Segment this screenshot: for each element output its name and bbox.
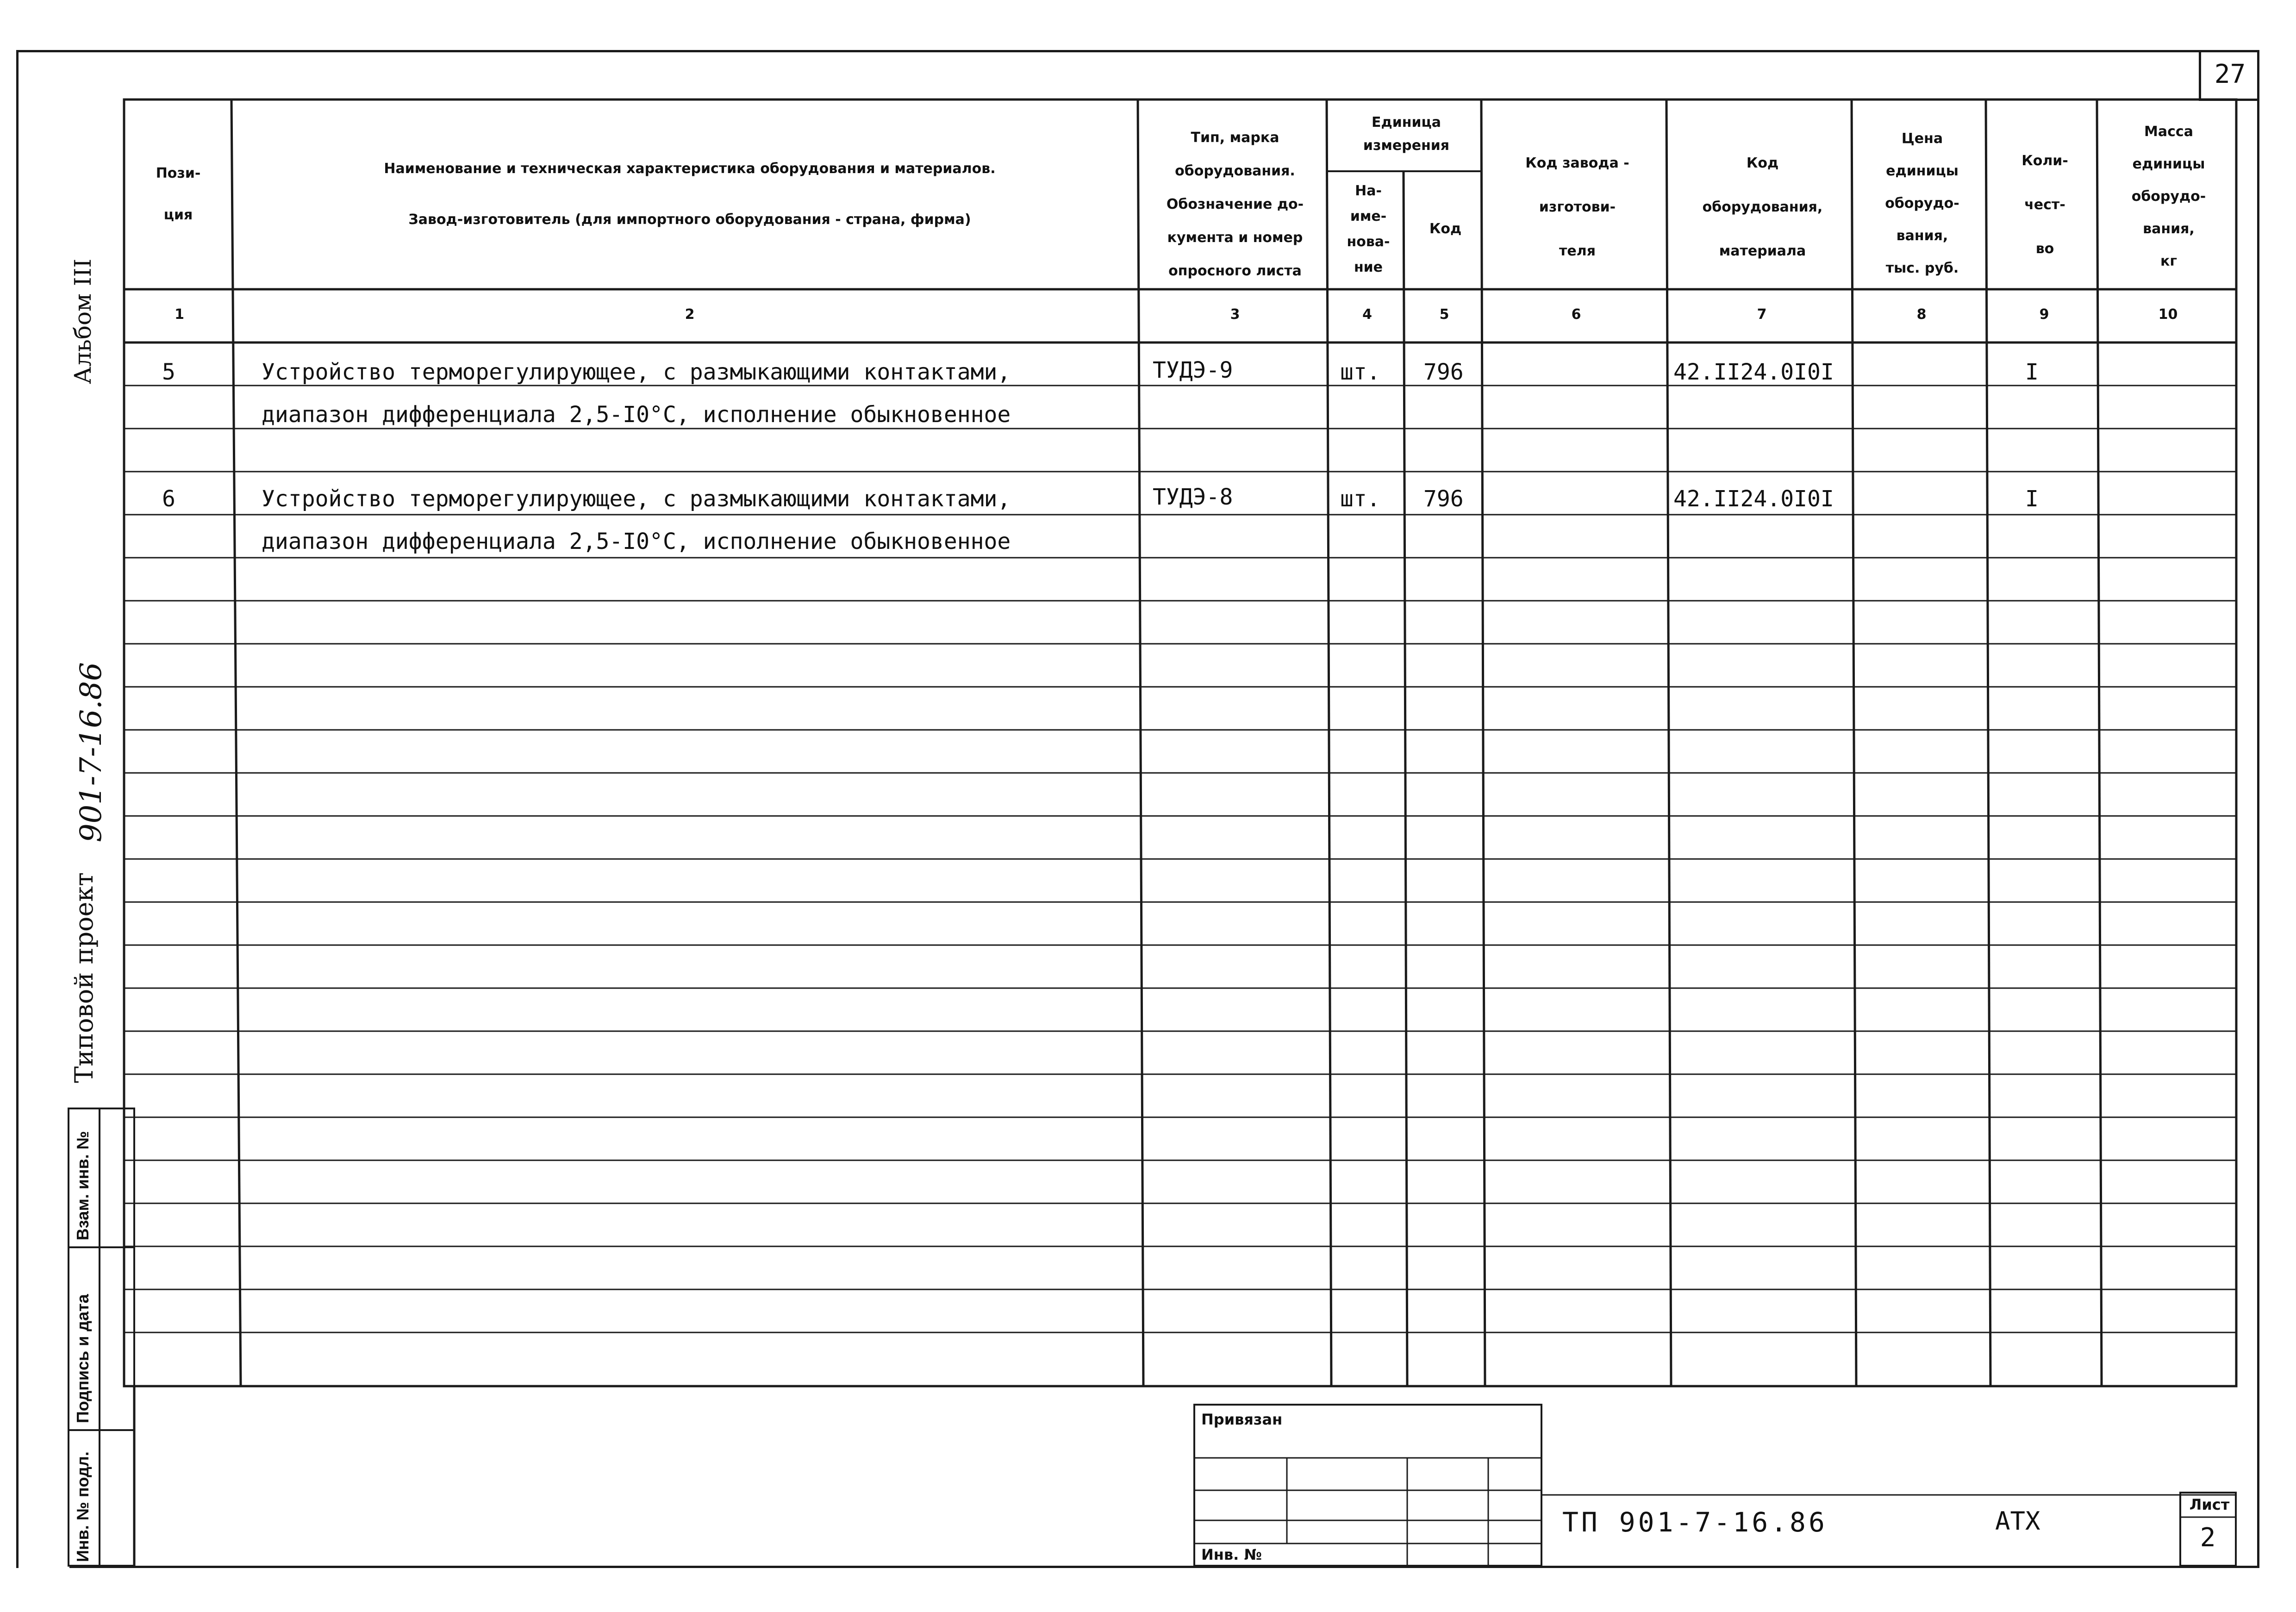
stamp-field-vzam: Взам. инв. №: [73, 1131, 92, 1240]
row-name-line2: диапазон дифференциала 2,5-I0°С, исполнение обыкновенное: [262, 402, 1011, 428]
header-col7-line: материала: [1719, 243, 1806, 259]
row-position: 5: [162, 359, 175, 385]
row-equipment-code: 42.II24.0I0I: [1673, 359, 1834, 385]
header-col10-line: единицы: [2132, 156, 2205, 172]
row-quantity: I: [2025, 486, 2039, 512]
header-col8-line: тыс. руб.: [1885, 260, 1959, 276]
header-unit: [1331, 111, 1481, 157]
header-col10: [2102, 116, 2236, 278]
header-col3-line: Тип, марка: [1191, 130, 1279, 146]
header-col7-line: оборудования,: [1702, 199, 1823, 215]
header-col1-line: ция: [163, 207, 193, 223]
header-col9-line: во: [2035, 241, 2054, 257]
header-col7: [1671, 141, 1854, 273]
header-col6-line: изготови-: [1539, 199, 1616, 215]
header-col2: [241, 143, 1139, 245]
margin-project: Типовой проект: [69, 872, 99, 1083]
header-col4-line: На-: [1355, 183, 1382, 199]
header-col9-line: Коли-: [2021, 153, 2068, 169]
header-col4-line: име-: [1350, 208, 1387, 224]
column-number: 10: [2158, 306, 2178, 323]
column-number: 8: [1916, 306, 1927, 323]
header-col2-line: Завод-изготовитель (для импортного оборудования - страна, фирма): [408, 212, 971, 228]
row-unit-code: 796: [1423, 486, 1464, 512]
header-col3-line: Обозначение до-: [1166, 196, 1304, 212]
inv-no-label: Инв. №: [1201, 1546, 1262, 1563]
header-col1-line: Пози-: [156, 165, 201, 181]
header-unit-line: Единица: [1372, 114, 1441, 131]
header-col1: [125, 153, 231, 236]
row-position: 6: [162, 486, 175, 512]
header-col3: [1143, 121, 1327, 288]
header-col5-line: Код: [1429, 221, 1462, 237]
stamp-field-podpis: Подпись и дата: [73, 1294, 92, 1423]
header-col10-line: Масса: [2144, 124, 2193, 140]
row-type: ТУДЭ-8: [1153, 484, 1233, 510]
doc-mark: АТХ: [1995, 1506, 2040, 1536]
header-col8-line: вания,: [1896, 228, 1948, 244]
header-col8-line: Цена: [1901, 131, 1943, 147]
margin-album: Альбом III: [69, 258, 96, 384]
header-col8-line: единицы: [1886, 163, 1959, 179]
column-number: 6: [1571, 306, 1581, 323]
header-col7-line: Код: [1746, 155, 1779, 171]
row-equipment-code: 42.II24.0I0I: [1673, 486, 1834, 512]
sheet-label: Лист: [2189, 1496, 2230, 1513]
header-col4-line: нова-: [1347, 234, 1390, 250]
header-unit-line: измерения: [1363, 137, 1450, 154]
row-type: ТУДЭ-9: [1153, 357, 1233, 383]
doc-code: ТП 901-7-16.86: [1562, 1506, 1828, 1538]
margin-project-handwritten: 901-7-16.86: [74, 662, 108, 842]
sheet-number: 2: [2200, 1523, 2216, 1553]
privyazan-label: Привязан: [1201, 1411, 1283, 1428]
header-col3-line: опросного листа: [1168, 263, 1302, 279]
header-col3-line: кумента и номер: [1167, 230, 1303, 246]
header-col6-line: Код завода -: [1525, 155, 1629, 171]
header-col3-line: оборудования.: [1175, 163, 1295, 179]
header-col4-line: ние: [1354, 259, 1383, 275]
column-number: 2: [685, 306, 695, 323]
header-col6: [1486, 141, 1669, 273]
row-unit-code: 796: [1423, 359, 1464, 385]
row-name-line1: Устройство терморегулирующее, с размыкающими контактами,: [262, 486, 1011, 512]
row-unit-name: шт.: [1340, 359, 1380, 385]
row-unit-name: шт.: [1340, 486, 1380, 512]
header-col4: [1331, 178, 1405, 280]
column-number: 1: [175, 306, 184, 323]
column-number: 7: [1757, 306, 1767, 323]
row-name-line1: Устройство терморегулирующее, с размыкающими контактами,: [262, 359, 1011, 385]
column-number: 3: [1230, 306, 1240, 323]
stamp-field-inv: Инв. № подл.: [73, 1451, 92, 1562]
header-col8: [1856, 123, 1988, 285]
header-col9-line: чест-: [2024, 197, 2065, 213]
column-number: 4: [1362, 306, 1372, 323]
header-col8-line: оборудо-: [1885, 195, 1959, 212]
header-col6-line: теля: [1559, 243, 1596, 259]
header-col10-line: вания,: [2143, 221, 2195, 237]
column-number: 9: [2039, 306, 2049, 323]
row-name-line2: диапазон дифференциала 2,5-I0°С, исполнение обыкновенное: [262, 529, 1011, 554]
column-number: 5: [1439, 306, 1449, 323]
header-col10-line: оборудо-: [2131, 188, 2206, 205]
header-col2-line: Наименование и техническая характеристика оборудования и материалов.: [384, 161, 996, 177]
header-col5: [1407, 218, 1484, 241]
row-quantity: I: [2025, 359, 2039, 385]
header-col10-line: кг: [2160, 253, 2177, 269]
header-col9: [1990, 139, 2099, 271]
page-number: 27: [2214, 59, 2246, 89]
